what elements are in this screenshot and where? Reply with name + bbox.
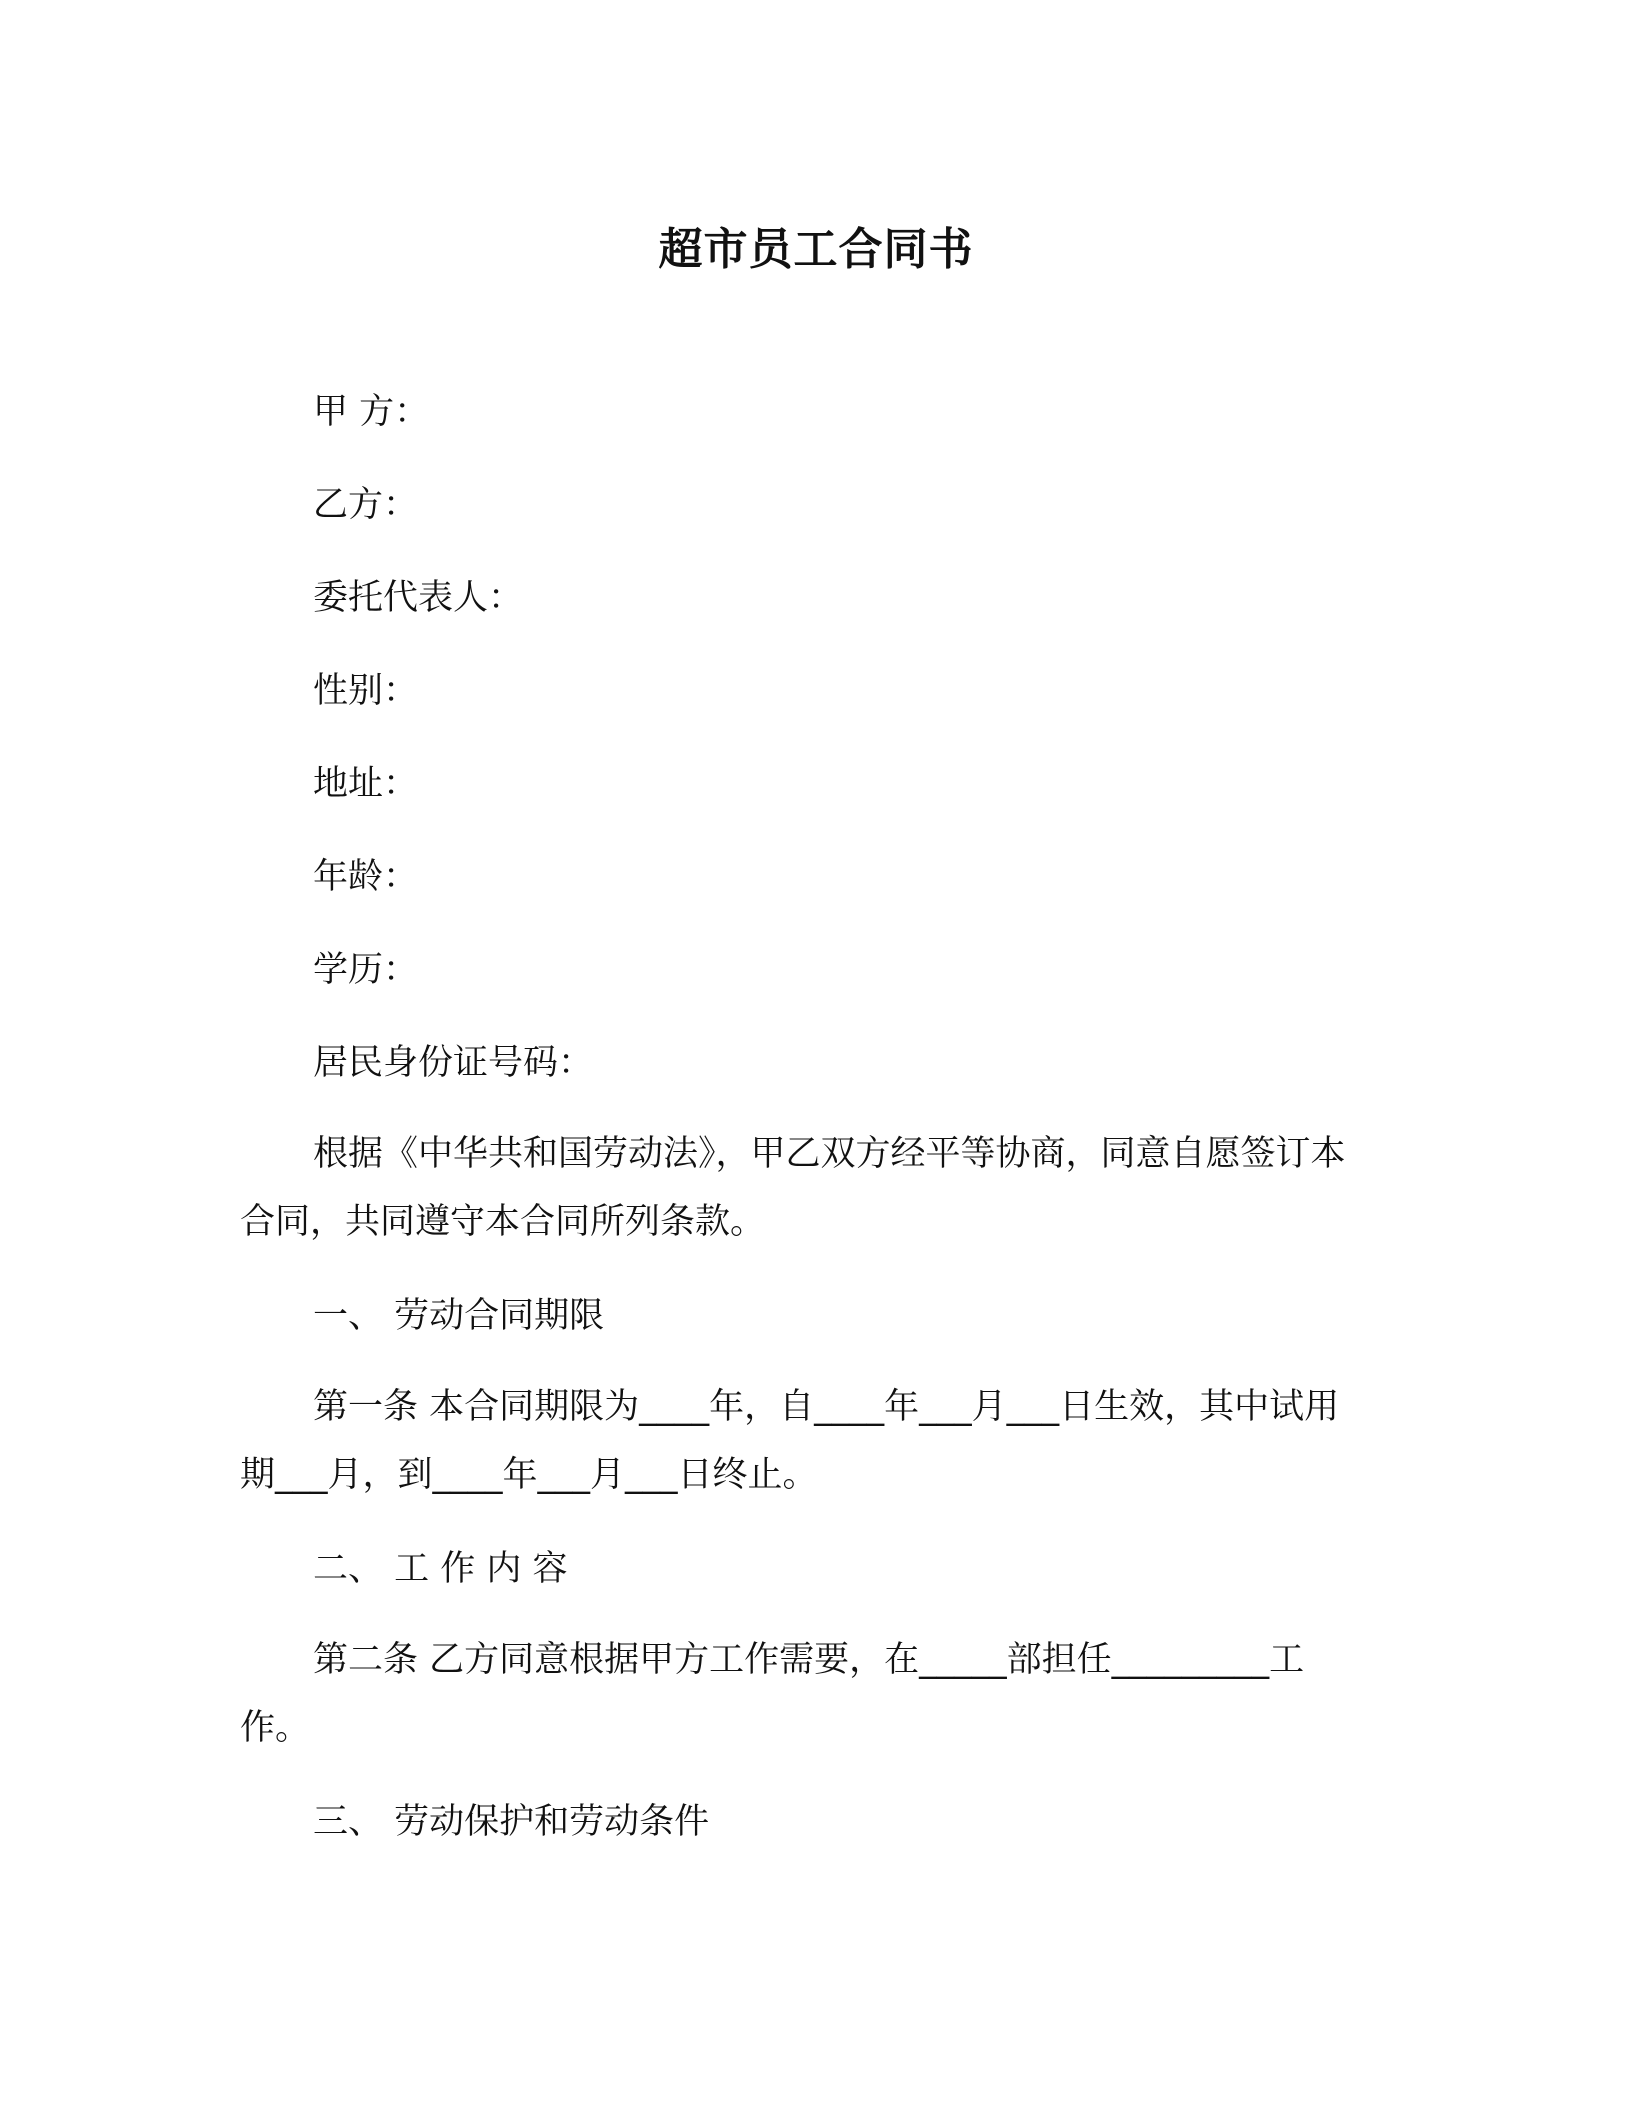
field-education: 学历： [313, 950, 419, 990]
field-party-a: 甲 方： [313, 392, 430, 432]
field-party-b: 乙方： [313, 485, 419, 525]
intro-paragraph: 根据《中华共和国劳动法》，甲乙双方经平等协商，同意自愿签订本合同，共同遵守本合同所列条款。 [240, 1134, 1346, 1242]
field-gender: 性别： [313, 671, 419, 711]
field-id-number: 居民身份证号码： [313, 1043, 594, 1083]
article-2-paragraph: 第二条 乙方同意根据甲方工作需要，在_____部担任_________工作。 [240, 1640, 1305, 1748]
section-1-heading: 一、 劳动合同期限 [313, 1296, 605, 1336]
field-age: 年龄： [313, 857, 419, 897]
article-1-paragraph: 第一条 本合同期限为____年，自____年___月___日生效，其中试用期___月，到____年___月___日终止。 [240, 1387, 1340, 1495]
field-representative: 委托代表人： [313, 578, 524, 618]
field-address: 地址： [313, 764, 419, 804]
section-3-heading: 三、 劳动保护和劳动条件 [313, 1802, 710, 1842]
document-title: 超市员工合同书 [658, 224, 974, 275]
section-2-heading: 二、 工 作 内 容 [313, 1549, 568, 1589]
